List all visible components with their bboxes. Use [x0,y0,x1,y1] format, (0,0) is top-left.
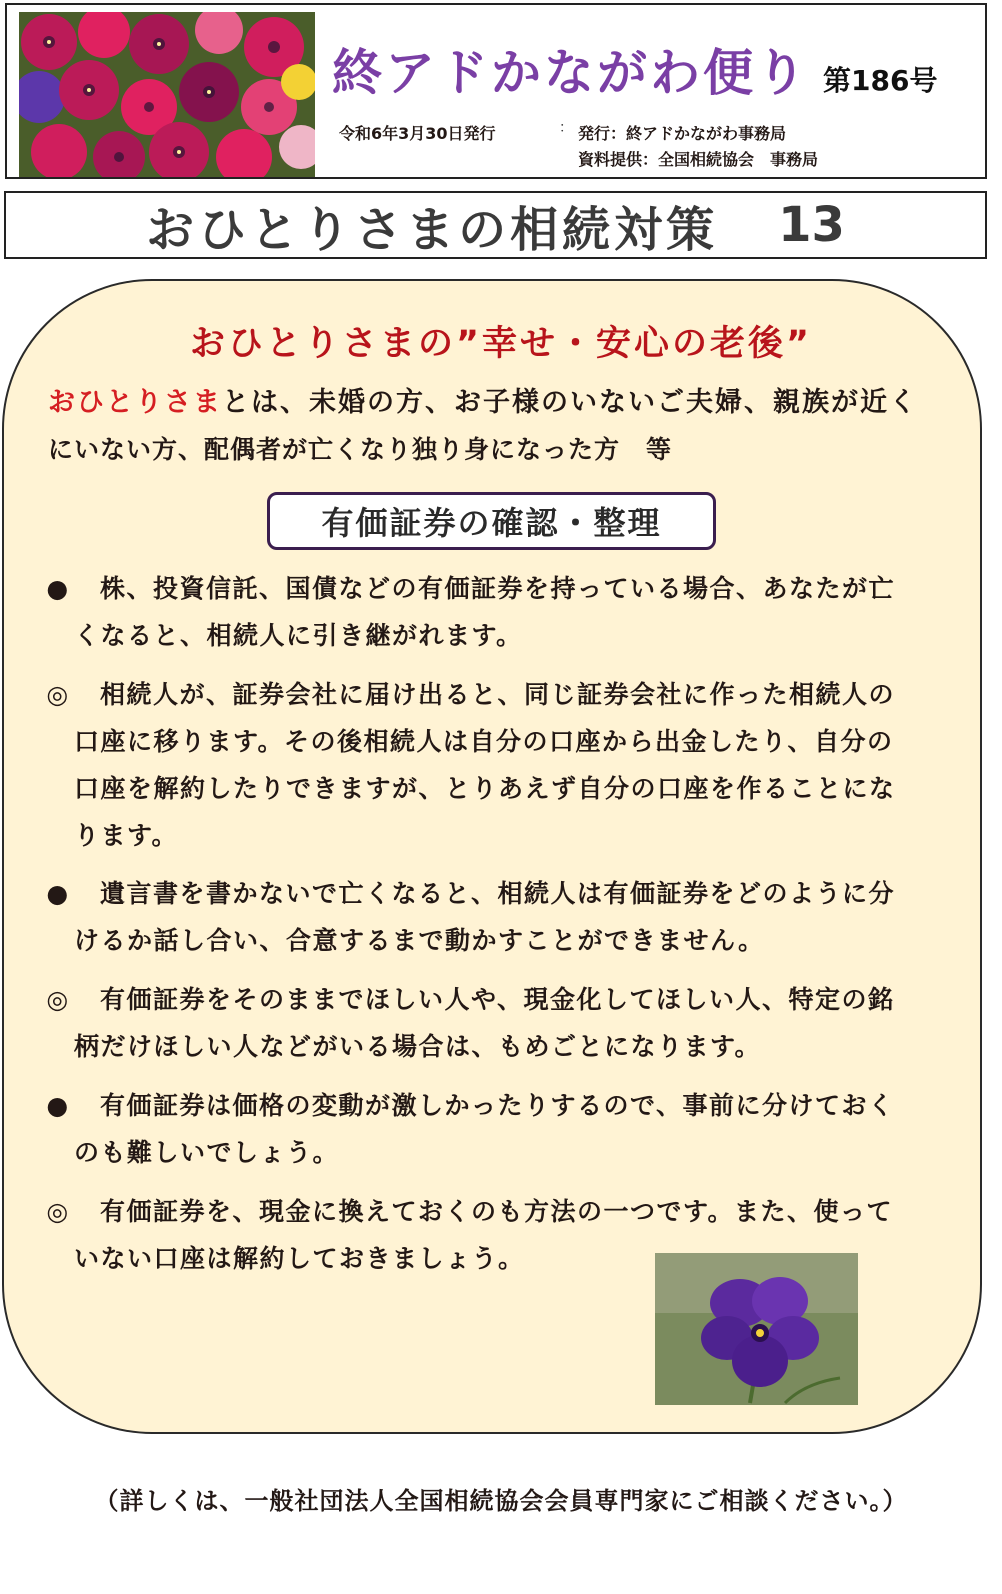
item-line: ります。 [74,821,179,850]
item-line: 相続人が、証券会社に届け出ると、同じ証券会社に作った相続人の [100,680,896,709]
item-line: 口座に移ります。その後相続人は自分の口座から出金したり、自分の [74,727,894,756]
item-line: 口座を解約したりできますが、とりあえず自分の口座を作ることにな [74,774,896,803]
item-line: 柄だけほしい人などがいる場合は、もめごとになります。 [74,1032,762,1061]
newsletter-header [5,3,987,179]
panel-subtitle: おひとりさまの”幸せ・安心の老後” [189,324,812,364]
intro-line-1-rest: とは、未婚の方、お子様のいないご夫婦、親族が近く [222,387,918,418]
publish-date: 令和6年3月30日発行 [339,124,496,143]
double-circle-mark: ◎ [46,985,70,1014]
footer-note: （詳しくは、一般社団法人全国相続協会会員専門家にご相談ください。） [94,1487,908,1515]
violet-flower-photo [655,1253,858,1405]
pansy-flowers-photo [19,12,315,177]
publish-separator: ： [559,120,573,136]
data-source: 資料提供：全国相続協会 事務局 [578,150,819,169]
section-heading-box [267,492,716,550]
main-title-box [4,191,987,259]
intro-line-2: にいない方、配偶者が亡くなり独り身になった方 等 [48,435,673,464]
bullet-mark: ● [46,879,70,908]
list-item [38,1082,958,1176]
issue-number: 第186号 [823,64,938,97]
newsletter-title: 終アドかながわ便り [332,44,809,102]
double-circle-mark: ◎ [46,680,70,709]
item-line: 有価証券をそのままでほしい人や、現金化してほしい人、特定の銘 [100,985,895,1014]
masthead [332,33,937,105]
issuer: 発行：終アドかながわ事務局 [578,124,787,143]
item-line: 株、投資信託、国債などの有価証券を持っている場合、あなたが亡 [100,574,896,603]
list-item [38,976,958,1070]
item-line: いない口座は解約しておきましょう。 [74,1244,525,1273]
list-item [38,671,958,859]
bullet-mark: ● [46,574,70,603]
intro-line-1 [48,380,918,419]
item-line: 遺言書を書かないで亡くなると、相続人は有価証券をどのように分 [100,879,896,908]
series-number: 13 [778,197,845,253]
item-line: 有価証券を、現金に換えておくのも方法の一つです。また、使って [100,1197,894,1226]
intro-term: おひとりさま [48,387,222,418]
list-item [38,565,958,659]
bullet-mark: ● [46,1091,70,1120]
item-line: けるか話し合い、合意するまで動かすことができません。 [74,926,765,955]
main-title: おひとりさまの相続対策 [146,201,719,258]
section-heading: 有価証券の確認・整理 [321,504,662,542]
item-line: くなると、相続人に引き継がれます。 [74,621,523,650]
double-circle-mark: ◎ [46,1197,70,1226]
list-item [38,870,958,964]
item-line: のも難しいでしょう。 [74,1138,340,1167]
item-line: 有価証券は価格の変動が激しかったりするので、事前に分けておく [100,1091,895,1120]
